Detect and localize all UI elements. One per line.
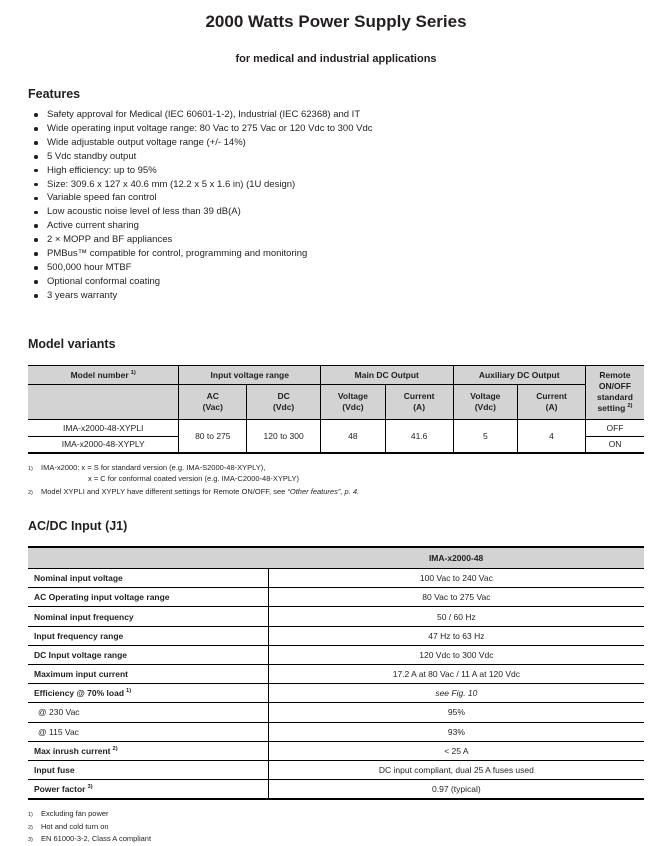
row-label: Nominal input frequency bbox=[28, 607, 268, 626]
row-label: @ 230 Vac bbox=[28, 703, 268, 722]
model-variants-footnotes bbox=[28, 463, 644, 497]
col-header-model-number bbox=[28, 365, 179, 384]
feature-item: Size: 309.6 x 127 x 40.6 mm (12.2 x 5 x 1.6 in) (1U design) bbox=[28, 178, 644, 192]
acdc-input-table bbox=[28, 546, 644, 800]
row-label: DC Input voltage range bbox=[28, 645, 268, 664]
model-number-cell: IMA-x2000-48-XYPLI bbox=[28, 419, 179, 436]
feature-item: 3 years warranty bbox=[28, 289, 644, 303]
footnote bbox=[28, 463, 644, 485]
col-header-remote-onoff bbox=[585, 365, 644, 419]
row-value: < 25 A bbox=[268, 741, 644, 760]
row-value: 50 / 60 Hz bbox=[268, 607, 644, 626]
footnote-marker: 3) bbox=[28, 837, 33, 844]
footnote-text: Excluding fan power bbox=[41, 808, 109, 818]
footnote-reference: “Other features”, p. 4. bbox=[287, 486, 360, 496]
remote-setting-cell: OFF bbox=[585, 419, 644, 436]
row-value: 0.97 (typical) bbox=[268, 780, 644, 799]
footnote-ref-icon: 3) bbox=[87, 784, 93, 791]
acdc-input-heading: AC/DC Input (J1) bbox=[28, 518, 128, 533]
footnote bbox=[28, 809, 644, 820]
features-heading: Features bbox=[28, 87, 81, 101]
footnote bbox=[28, 834, 644, 845]
feature-item: Low acoustic noise level of less than 39 dB(A) bbox=[28, 205, 644, 219]
table-row bbox=[28, 703, 644, 722]
col-header-main-dc-output: Main DC Output bbox=[321, 365, 453, 384]
row-value: see Fig. 10 bbox=[268, 684, 644, 703]
footnote-text: Model XYPLI and XYPLY have different settings for Remote ON/OFF, see bbox=[41, 486, 288, 496]
page-subtitle: for medical and industrial applications bbox=[235, 53, 437, 65]
row-label: Maximum input current bbox=[28, 665, 268, 684]
col-header-input-voltage-range: Input voltage range bbox=[179, 365, 321, 384]
footnote-ref-icon: 2) bbox=[112, 746, 118, 753]
table-row bbox=[28, 588, 644, 607]
col-header-aux-dc-output: Auxiliary DC Output bbox=[453, 365, 585, 384]
feature-item: Safety approval for Medical (IEC 60601-1-2), Industrial (IEC 62368) and IT bbox=[28, 108, 644, 122]
feature-item: 2 × MOPP and BF appliances bbox=[28, 233, 644, 247]
model-variants-heading: Model variants bbox=[28, 336, 116, 351]
footnote-marker: 1) bbox=[28, 466, 33, 473]
aux-current-cell: 4 bbox=[518, 419, 586, 453]
acdc-model-header: IMA-x2000-48 bbox=[268, 547, 644, 569]
feature-item: Wide operating input voltage range: 80 Vac to 275 Vac or 120 Vdc to 300 Vdc bbox=[28, 122, 644, 136]
col-header-ac-vac: AC (Vac) bbox=[179, 384, 247, 419]
features-list bbox=[28, 108, 644, 303]
row-value: 100 Vac to 240 Vac bbox=[268, 569, 644, 588]
model-variants-table bbox=[28, 365, 644, 455]
feature-item: Variable speed fan control bbox=[28, 191, 644, 205]
footnote-text: Hot and cold turn on bbox=[41, 821, 109, 831]
table-row bbox=[28, 607, 644, 626]
row-value: 95% bbox=[268, 703, 644, 722]
footnote bbox=[28, 822, 644, 833]
ac-range-cell: 80 to 275 bbox=[179, 419, 247, 453]
col-header-dc-vdc: DC (Vdc) bbox=[247, 384, 321, 419]
feature-item: Wide adjustable output voltage range (+/- 14%) bbox=[28, 136, 644, 150]
table-row bbox=[28, 780, 644, 799]
model-number-cell: IMA-x2000-48-XYPLY bbox=[28, 436, 179, 453]
footnote-marker: 2) bbox=[28, 824, 33, 831]
footnote-marker: 2) bbox=[28, 489, 33, 496]
col-header-aux-current: Current (A) bbox=[518, 384, 586, 419]
table-row bbox=[28, 760, 644, 779]
col-header-remote-label: Remote ON/OFF standard setting bbox=[597, 370, 633, 414]
table-row bbox=[28, 722, 644, 741]
aux-voltage-cell: 5 bbox=[453, 419, 518, 453]
row-label: Max inrush current $^{2)}$ bbox=[28, 741, 268, 760]
row-label: Nominal input voltage bbox=[28, 569, 268, 588]
row-value: 80 Vac to 275 Vac bbox=[268, 588, 644, 607]
col-header-main-current: Current (A) bbox=[385, 384, 453, 419]
row-value: 47 Hz to 63 Hz bbox=[268, 626, 644, 645]
remote-setting-cell: ON bbox=[585, 436, 644, 453]
footnote-ref-icon: 2) bbox=[627, 403, 633, 410]
table-row bbox=[28, 645, 644, 664]
footnote-line: IMA-x2000: x = S for standard version (e.g. IMA-S2000-48-XYPLY), bbox=[41, 463, 266, 473]
acdc-header-spacer bbox=[28, 547, 268, 569]
acdc-footnotes bbox=[28, 809, 644, 845]
dc-range-cell: 120 to 300 bbox=[247, 419, 321, 453]
main-current-cell: 41.6 bbox=[385, 419, 453, 453]
feature-item: PMBus™ compatible for control, programming and monitoring bbox=[28, 247, 644, 261]
table-row bbox=[28, 741, 644, 760]
col-header-model-number-label: Model number bbox=[70, 369, 129, 380]
row-value: DC input compliant, dual 25 A fuses used bbox=[268, 760, 644, 779]
page-title: 2000 Watts Power Supply Series bbox=[205, 12, 467, 31]
row-value: 120 Vdc to 300 Vdc bbox=[268, 645, 644, 664]
feature-item: Optional conformal coating bbox=[28, 275, 644, 289]
row-label: Input frequency range bbox=[28, 626, 268, 645]
row-label: Power factor $^{3)}$ bbox=[34, 783, 93, 794]
row-label: @ 115 Vac bbox=[28, 722, 268, 741]
col-header-model-number-spacer bbox=[28, 384, 179, 419]
feature-item: Active current sharing bbox=[28, 219, 644, 233]
table-row bbox=[28, 665, 644, 684]
row-label: Efficiency @ 70% load $^{1)}$ bbox=[28, 684, 268, 703]
feature-item: 5 Vdc standby output bbox=[28, 150, 644, 164]
footnote-text: EN 61000-3-2, Class A compliant bbox=[41, 834, 152, 844]
feature-item: High efficiency: up to 95% bbox=[28, 164, 644, 178]
footnote-ref-icon: 1) bbox=[126, 688, 132, 695]
row-label: Input fuse bbox=[28, 760, 268, 779]
col-header-aux-voltage: Voltage (Vdc) bbox=[453, 384, 518, 419]
col-header-main-voltage: Voltage (Vdc) bbox=[321, 384, 386, 419]
table-row bbox=[28, 626, 644, 645]
row-value: 93% bbox=[268, 722, 644, 741]
footnote bbox=[28, 487, 644, 498]
footnote-marker: 1) bbox=[28, 811, 33, 818]
footnote-line: x = C for conformal coated version (e.g. IMA-C2000-48-XYPLY) bbox=[88, 473, 299, 483]
feature-item: 500,000 hour MTBF bbox=[28, 261, 644, 275]
table-row bbox=[28, 419, 644, 436]
footnote-ref-icon: 1) bbox=[130, 369, 136, 376]
row-label: AC Operating input voltage range bbox=[28, 588, 268, 607]
table-row bbox=[28, 684, 644, 703]
table-row bbox=[28, 569, 644, 588]
main-voltage-cell: 48 bbox=[321, 419, 386, 453]
row-value: 17.2 A at 80 Vac / 11 A at 120 Vdc bbox=[268, 665, 644, 684]
